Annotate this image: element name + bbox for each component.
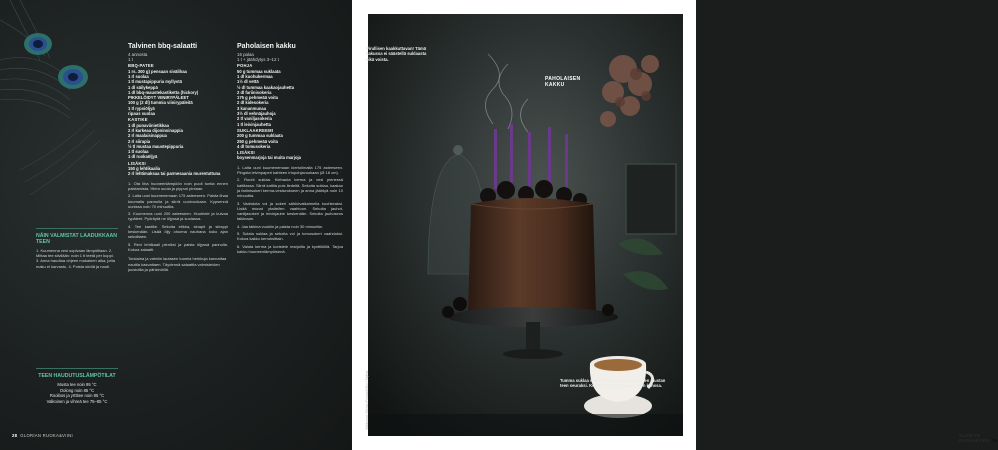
recipe-title: Talvinen bbq-salaatti [128,43,198,50]
cake-photo-illustration [368,14,683,436]
method-step: 6. Valuta kerma ja koristele marjoilla ja kynttilöillä. Tarjoa kakku huoneenlämpöisenä. [237,243,343,254]
ingredient-subheading: SUKLAAKREEMI [237,127,274,133]
page-folio-right [959,433,998,443]
ingredient: 4 dl tomusokeria [237,143,271,149]
ingredient-subheading: KASTIKE [128,117,148,123]
ingredient: 1 dl ruokaöljyä [128,154,158,160]
method-step: 4. Tee kastike. Sekoita etikka, sinapit ja siirappi keskenään. Lisää öljy ohuena nauhana koko ajan sekoittaen. [128,223,228,240]
chocolate-cake-recipe [237,43,343,256]
page-number: 28 [12,433,18,438]
tea-temperature: Oolong noin 85 °C [59,387,95,393]
ingredient: ripaus suolaa [128,111,155,117]
ingredient: 150 g lehtikaalia [128,166,161,172]
sidebar-text: 1. Kuumenna vesi sopivaan lämpötilaan. 2. Mittaa tee siivilään: noin 1 tl teetä per kuppi. 3. Anna haudtua ohjeen mukainen aika, jotta maku ei karvastu. 4. Poista siivilä ja nauti. [36,248,115,269]
ingredient: 1 dl säilykeppä [128,84,158,90]
bbq-salad-recipe [128,43,228,272]
method-step: 4. Jaa taikina vuokiin ja paista noin 30 minuuttia. [237,223,323,229]
ingredient: 2 tl vaniljasokeria [237,116,272,122]
ingredient: 175 g pehmeää voita [237,95,278,101]
method-step: 1. Ota liha huoneenlämpöön noin puoli tuntia ennen paistamista. Hiero suola ja pippuri pintaan. [128,180,228,191]
ingredient: 3 kananmunaa [237,105,267,111]
method-step: 2. Rouhi suklaa. Kiehauta kerma ja vesi pienessä kattilassa. Siirrä kattila pois liedeltä. Sekoita suklaa, kaakao ja fariinisokeri kerma-vesiseokseen ja anna jäähtyä noin 10 minuuttia. [237,177,343,199]
left-page [0,0,352,450]
peacock-feather-icon [0,0,120,215]
ingredient-list [128,166,228,177]
tea-box-title: TEEN HAUDUTUSLÄMPÖTILAT [38,373,116,379]
method-step: 3. Kuumenna uuni 200 asteeseen. Huuhtele ja kuivaa rypäleet. Pyöräytä ne öljyssä ja suolassa. [128,211,228,222]
photo-credit: Valokuvat: Glorian Ruoka&Viini / Stylisti [365,370,369,430]
ingredient: 1 tl leivinjauhetta [237,121,271,127]
page-folio-left [12,433,73,438]
prep-time: 1 t [128,57,133,63]
method-step: 2. Laita uuni kuumenemaan 175 asteeseen. Paista lihaa kuumalla pannulla ja siirrä uunivuokaan. Kypsennä uunissa noin 70 minuuttia. [128,193,228,209]
ingredient: 2 rl siirapia [128,138,151,144]
recipe-title: Paholaisen kakku [237,43,296,50]
sidebar-title: NÄIN VALMISTAT LAADUKKAAN TEEN [36,233,117,245]
ingredient: ½ dl tummaa kaakaojauhetta [237,84,295,90]
tea-temperature: Valkoinen ja vihreä tee 75–85 °C [46,398,108,404]
tea-instructions-box [36,228,118,269]
ingredient-subheading: POHJA [237,63,253,69]
tea-temperature: Rooibos ja yrttitee noin 85 °C [49,393,105,399]
ingredient: 3½ dl vehnäjauhoja [237,111,276,117]
ingredient: 2 dl kidesokeria [237,100,269,106]
servings: 4 annosta [128,52,148,57]
ingredient: 1 tl suolaa [128,149,149,155]
ingredient: 2 dl fariinisokeria [237,89,272,95]
ingredient-subheading: LISÄKSI [237,150,255,156]
ingredient-list [237,133,343,149]
ingredient: boysenmarjoja tai muita marjoja [237,155,301,161]
ingredient-list [128,69,228,117]
ingredient-list [128,123,228,160]
ingredient: ½ tl mustaa maustepippuria [128,143,184,149]
ingredient: 1 rs. 300 g) pensaan sivälihaa [128,68,187,74]
photo-caption-top: Pirullisen kaakkuttavan! Tämä kakussa ei säästellä suklaasta eikä voista. [366,46,427,62]
prep-time: 1 t + jäähdytys 3–12 t [237,57,279,63]
method-step: 1. Laita uuni kuumenemaan kiertoilmalla 175 asteeseen. Pingota leivinpaperi kahteen irtopohjavuokaan (Ø 18 cm). [237,164,343,176]
ingredient: PIKKELÖIDYT VIINIRYPÄLEET [128,95,189,101]
ingredient-subheading: BBQ-PATEE [128,63,154,69]
page-number: 29 [992,438,998,443]
method-step: 5. Sulata suklaa ja sekoita voi ja tomusokeri vaahdoksi. Kokoa kakku kerroksittain. [237,231,343,242]
photo-label-cake: PAHOLAISEN KAKKU [545,76,581,88]
ingredient: 1½ dl vettä [237,79,259,85]
method-step: 3. Vaahdota voi ja sokeri sähkövatkaimella kuohkeaksi. Lisää munat yksitellen vaahtoon. Sekoita jauhot, vaniljasokeri ja leivinjauhe keskenään. Sekoita jauhoseos taikinaan. [237,200,343,222]
cake-photo [368,14,683,436]
ingredient: 1 rl suolaa [128,74,149,79]
ingredient-list [237,155,343,160]
ingredient: 1 dl punaviinietikkaa [128,122,169,128]
tea-temperatures-box [36,368,118,404]
ingredient-list [237,69,343,127]
ingredient: 1 dl kuohukermaa [237,74,273,79]
tea-temperature: Musta tee noin 95 °C [57,382,97,387]
ingredient: 100 g (2 dl) tummia viinirypäleitä [128,100,193,106]
ingredient: 2 rl karkeaa dijoninsinappia [128,127,183,133]
ingredient: 250 g pehmeää voita [237,138,278,144]
ingredient: 1 tl rypsiöljyä [128,105,155,111]
photo-caption-bottom: Tumma suklaa sopii erityisen hyvin savuisen mustan teen seuraksi. Kokeile myös punaisen teen kanssa. [560,378,666,389]
ingredient: 50 g tummaa suklaata [237,68,281,74]
method-step: 5. Revi lehtikaali pieniksi ja paista öljyssä pannulla. Kokoa salaatti. [128,241,228,252]
ingredient: 1 tl mustapippuria myllystä [128,79,182,85]
ingredient-subheading: LISÄKSI [128,160,146,166]
magazine-name: GLORIAN RUOKA&VIINI [959,433,990,443]
servings: 16 palaa [237,52,254,57]
method-steps [237,165,343,254]
ingredient: 2 rl maalaisinappua [128,133,167,139]
recipe-tip: Torstaina ja valmiin lautasen tuomia herkkuja kannattaa nauttia kasvattaen. Täydennä salaattia valmisteiden juustoilla ja pähkinöillä. [128,256,227,272]
ingredient: 2 rl lehtimaksaa tai parmesaania murentuttuna [128,171,221,177]
magazine-name: GLORIAN RUOKA&VIINI [20,433,73,438]
method-steps [128,181,228,253]
ingredient: 200 g tummaa suklaata [237,133,283,139]
ingredient: 1 dl bbq-maustekastiketta (hickory) [128,89,199,95]
